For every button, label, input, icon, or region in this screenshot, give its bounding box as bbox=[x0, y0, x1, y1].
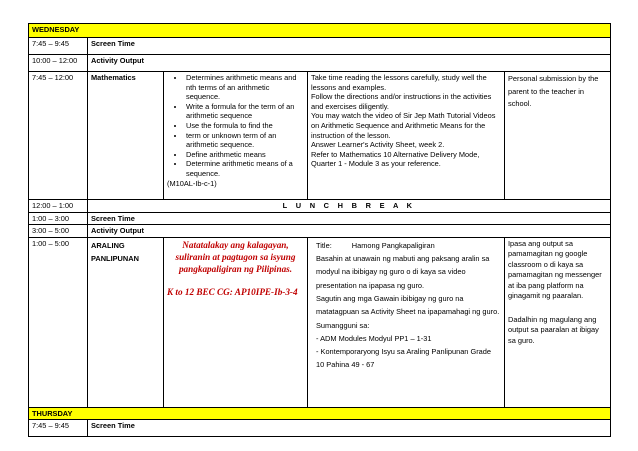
schedule-row bbox=[29, 38, 611, 55]
schedule-row bbox=[29, 212, 611, 225]
activity-text: Sagutin ang mga Gawain ibibigay ng guro na matatagpuan sa Activity Sheet na ipapamahagi ng guro. bbox=[316, 293, 500, 317]
lunch-break-label: L U N C H B R E A K bbox=[88, 200, 611, 213]
competency-item: • Determines arithmetic means and nth terms of an arithmetic sequence. bbox=[185, 73, 304, 102]
schedule-row bbox=[29, 225, 611, 238]
delivery-cell bbox=[505, 237, 611, 407]
time-cell: 12:00 – 1:00 bbox=[29, 200, 88, 213]
time-cell: 1:00 – 5:00 bbox=[29, 237, 88, 407]
activity-text: Sumangguni sa: bbox=[316, 320, 370, 330]
schedule-page bbox=[28, 23, 610, 437]
time-cell: 10:00 – 12:00 bbox=[29, 55, 88, 72]
competency-code: K to 12 BEC CG: AP10IPE-Ib-3-4 bbox=[167, 286, 298, 297]
learning-area-line: ARALING bbox=[91, 240, 125, 250]
activity-text: Take time reading the lessons carefully, study well the lessons and examples. bbox=[311, 73, 487, 92]
lesson-title bbox=[316, 239, 501, 252]
competency-code: (M10AL-Ib-c-1) bbox=[167, 178, 217, 188]
competency-list bbox=[167, 73, 304, 179]
activity-text: Answer Learner's Activity Sheet, week 2. bbox=[311, 140, 445, 150]
time-cell: 7:45 – 12:00 bbox=[29, 72, 88, 200]
activities-cell bbox=[308, 237, 505, 407]
competency-item: • Define arithmetic means bbox=[185, 150, 304, 160]
schedule-row-araling-panlipunan bbox=[29, 237, 611, 407]
learning-area-cell: Activity Output bbox=[88, 225, 611, 238]
schedule-row-mathematics bbox=[29, 72, 611, 200]
time-cell: 7:45 – 9:45 bbox=[29, 38, 88, 55]
title-label: Title: bbox=[316, 240, 332, 250]
reference-item: - Kontemporaryong Isyu sa Araling Panlipunan Grade 10 Pahina 49 - 67 bbox=[316, 347, 492, 370]
day-header-row bbox=[29, 24, 611, 38]
competency-item: • Use the formula to find the bbox=[185, 121, 304, 131]
competency-item: • term or unknown term of an arithmetic sequence. bbox=[185, 131, 304, 150]
activity-text: Refer to Mathematics 10 Alternative Delivery Mode, Quarter 1 - Module 3 as your reference. bbox=[311, 149, 480, 169]
competency-text: Natatalakay ang kalagayan, suliranin at pagtugon sa isyung pangkapaligiran ng Pilipinas. bbox=[175, 239, 296, 274]
learning-area-cell: Activity Output bbox=[88, 55, 611, 72]
activities-cell bbox=[308, 72, 505, 200]
day-header-thursday: THURSDAY bbox=[29, 407, 611, 420]
time-cell: 7:45 – 9:45 bbox=[29, 420, 88, 437]
learning-area-cell: Screen Time bbox=[88, 38, 611, 55]
day-header-row bbox=[29, 407, 611, 420]
schedule-row bbox=[29, 420, 611, 437]
learning-area-cell: Screen Time bbox=[88, 420, 611, 437]
learning-area-cell: Mathematics bbox=[88, 72, 164, 200]
reference-item: - ADM Modules Modyul PP1 – 1-31 bbox=[316, 333, 432, 343]
delivery-cell: Personal submission by the parent to the teacher in school. bbox=[505, 72, 611, 200]
learning-area-cell bbox=[88, 237, 164, 407]
title-value: Hamong Pangkapaligiran bbox=[351, 240, 435, 250]
activity-text: Basahin at unawain ng mabuti ang paksang aralin sa modyul na ibibigay ng guro o di kaya sa video presentation na ipapasa ng guro. bbox=[316, 254, 490, 290]
delivery-text: Dadalhin ng magulang ang output sa paaralan at ibigay sa guro. bbox=[508, 314, 599, 345]
learning-area-cell: Screen Time bbox=[88, 212, 611, 225]
activity-text: You may watch the video of Sir Jep Math Tutorial Videos on Arithmetic Sequence and Arithmetic Means for the instruction of the lesson. bbox=[311, 111, 496, 140]
time-cell: 1:00 – 3:00 bbox=[29, 212, 88, 225]
lunch-row bbox=[29, 200, 611, 213]
competency-item: • Determine arithmetic means of a sequence. bbox=[185, 159, 304, 178]
learning-area-line: PANLIPUNAN bbox=[91, 253, 139, 263]
weekly-schedule-table bbox=[28, 23, 611, 437]
day-header-wednesday: WEDNESDAY bbox=[29, 24, 611, 38]
schedule-row bbox=[29, 55, 611, 72]
competency-cell bbox=[164, 72, 308, 200]
competency-item: • Write a formula for the term of an arithmetic sequence bbox=[185, 102, 304, 121]
activity-text: Follow the directions and/or instructions in the activities and exercises diligently. bbox=[311, 92, 492, 111]
time-cell: 3:00 – 5:00 bbox=[29, 225, 88, 238]
competency-cell bbox=[164, 237, 308, 407]
delivery-text: Ipasa ang output sa pamamagitan ng google classroom o di kaya sa pamamagitan ng messenger at iba pang platform na ginagamit ng paaralan. bbox=[508, 238, 602, 301]
